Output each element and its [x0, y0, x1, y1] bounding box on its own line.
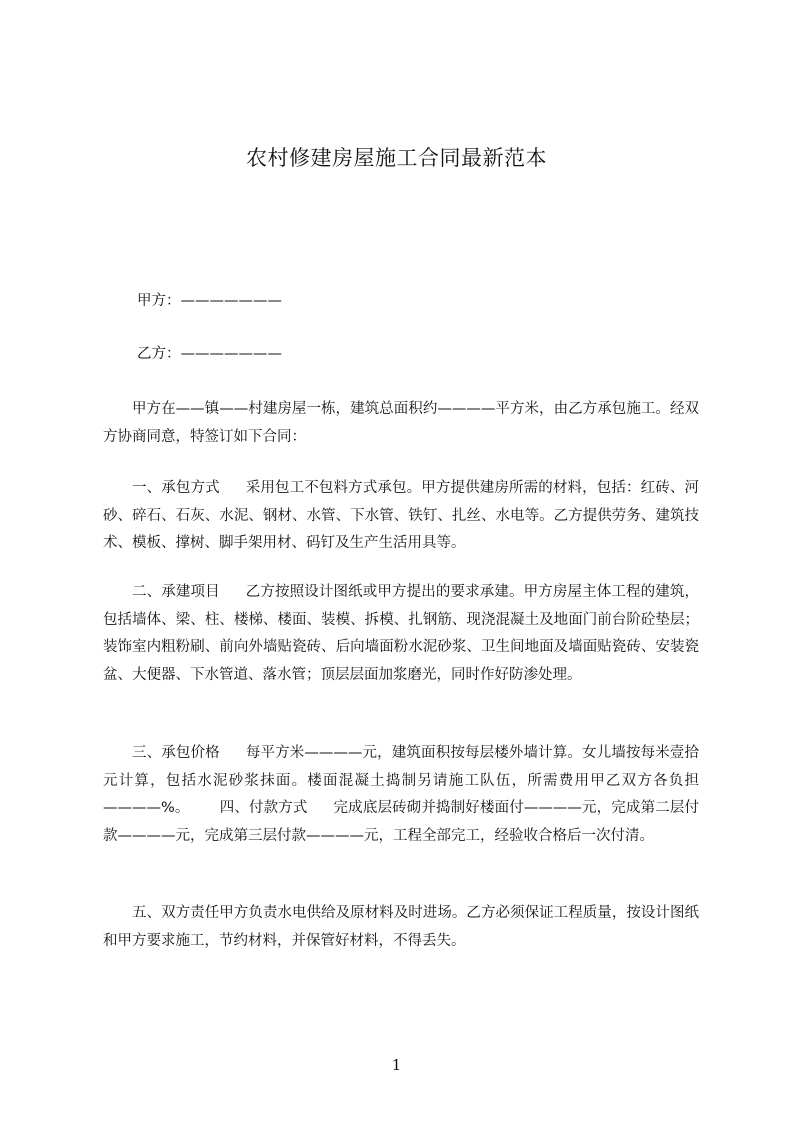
party-a-line: 甲方：———————	[137, 293, 282, 309]
section-heading: 二、承建项目	[132, 584, 220, 600]
section-project-scope	[103, 579, 699, 689]
section-heading: 五、双方责任	[132, 905, 220, 921]
section-body: 甲方负责水电供给及原材料及时进场。乙方必须保证工程质量，按设计图纸和甲方要求施工，节约材料，并保管好材料，不得丢失。	[103, 905, 700, 949]
section-heading: 一、承包方式	[132, 480, 220, 496]
section-body: 乙方按照设计图纸或甲方提出的要求承建。甲方房屋主体工程的建筑，包括墙体、梁、柱、楼梯、楼面、装模、拆模、扎钢筋、现浇混凝土及地面门前台阶砼垫层；装饰室内粗粉刷、前向外墙贴瓷砖、后向墙面粉水泥砂浆、卫生间地面及墙面贴瓷砖、安装瓷盆、大便器、下水管道、落水管；顶层层面加浆磨光，同时作好防渗处理。	[103, 584, 699, 683]
section-heading: 四、付款方式	[219, 800, 308, 816]
section-body: 完成底层砖砌并捣制好楼面付————元，完成第二层付款————元，完成第三层付款————元，工程全部完工，经验收合格后一次付清。	[103, 800, 699, 844]
party-b-line: 乙方：———————	[137, 346, 282, 362]
section-heading: 三、承包价格	[132, 745, 220, 761]
document-title: 农村修建房屋施工合同最新范本	[246, 146, 547, 170]
page-number: 1	[391, 1056, 402, 1074]
section-body: 采用包工不包料方式承包。甲方提供建房所需的材料，包括：红砖、河砂、碎石、石灰、水泥、钢材、水管、下水管、铁钉、扎丝、水电等。乙方提供劳务、建筑技术、模板、撑树、脚手架用材、码钉及生产生活用具等。	[103, 480, 699, 551]
section-responsibilities	[103, 900, 699, 955]
section-price-and-payment	[103, 740, 699, 850]
section-body: 每平方米————元，建筑面积按每层楼外墙计算。女儿墙按每米壹拾元计算，包括水泥砂浆抹面。楼面混凝土捣制另请施工队伍，所需费用甲乙双方各负担————%。	[103, 745, 700, 816]
section-contract-method	[103, 475, 699, 558]
intro-paragraph: 甲方在——镇——村建房屋一栋，建筑总面积约————平方米，由乙方承包施工。经双方协商同意，特签订如下合同：	[103, 401, 699, 445]
